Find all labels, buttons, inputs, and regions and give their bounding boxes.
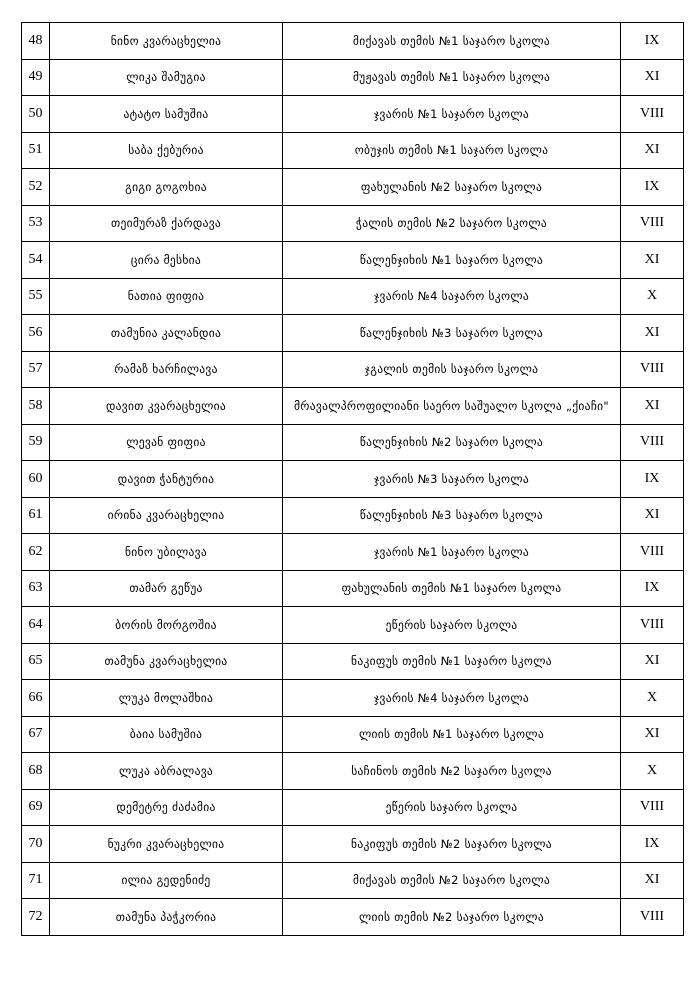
student-name: თამუნა პაჭკორია	[50, 899, 283, 936]
student-name: თამუნა კვარაცხელია	[50, 643, 283, 680]
grade-level: VIII	[621, 205, 684, 242]
grade-level: X	[621, 278, 684, 315]
school-name: ობუჯის თემის №1 საჯარო სკოლა	[283, 132, 621, 169]
row-number: 59	[22, 424, 50, 461]
student-name: დავით კვარაცხელია	[50, 388, 283, 425]
school-name: ეწერის საჯარო სკოლა	[283, 789, 621, 826]
row-number: 51	[22, 132, 50, 169]
school-name: ნაკიფუს თემის №1 საჯარო სკოლა	[283, 643, 621, 680]
school-name: ჯგალის თემის საჯარო სკოლა	[283, 351, 621, 388]
student-name: ცირა მესხია	[50, 242, 283, 279]
grade-level: IX	[621, 461, 684, 498]
grade-level: VIII	[621, 96, 684, 133]
school-name: წალენჯიხის №3 საჯარო სკოლა	[283, 497, 621, 534]
school-name: ეწერის საჯარო სკოლა	[283, 607, 621, 644]
table-row	[22, 789, 684, 826]
table-row	[22, 205, 684, 242]
row-number: 61	[22, 497, 50, 534]
student-name: ნინო უბილავა	[50, 534, 283, 571]
student-name: რამაზ ხარჩილავა	[50, 351, 283, 388]
row-number: 58	[22, 388, 50, 425]
table-row	[22, 132, 684, 169]
school-name: ჭალის თემის №2 საჯარო სკოლა	[283, 205, 621, 242]
grade-level: VIII	[621, 534, 684, 571]
row-number: 49	[22, 59, 50, 96]
row-number: 68	[22, 753, 50, 790]
school-name: ლიის თემის №2 საჯარო სკოლა	[283, 899, 621, 936]
student-name: ბორის მორგოშია	[50, 607, 283, 644]
table-row	[22, 461, 684, 498]
school-name: საჩინოს თემის №2 საჯარო სკოლა	[283, 753, 621, 790]
student-name: გიგი გოგოხია	[50, 169, 283, 206]
student-name: ნათია ფიფია	[50, 278, 283, 315]
table-row	[22, 753, 684, 790]
row-number: 66	[22, 680, 50, 717]
row-number: 54	[22, 242, 50, 279]
student-name: დავით ჭანტურია	[50, 461, 283, 498]
grade-level: IX	[621, 570, 684, 607]
grade-level: X	[621, 753, 684, 790]
grade-level: IX	[621, 23, 684, 60]
row-number: 69	[22, 789, 50, 826]
row-number: 48	[22, 23, 50, 60]
school-name: წალენჯიხის №1 საჯარო სკოლა	[283, 242, 621, 279]
table-row	[22, 899, 684, 936]
row-number: 64	[22, 607, 50, 644]
grade-level: XI	[621, 132, 684, 169]
table-row	[22, 862, 684, 899]
school-name: წალენჯიხის №3 საჯარო სკოლა	[283, 315, 621, 352]
table-row	[22, 169, 684, 206]
school-name: მიქავას თემის №1 საჯარო სკოლა	[283, 23, 621, 60]
table-row	[22, 59, 684, 96]
row-number: 52	[22, 169, 50, 206]
table-row	[22, 351, 684, 388]
student-name: საბა ქებურია	[50, 132, 283, 169]
student-name: დემეტრე ძაძამია	[50, 789, 283, 826]
school-name: მუჟავას თემის №1 საჯარო სკოლა	[283, 59, 621, 96]
table-row	[22, 716, 684, 753]
grade-level: XI	[621, 862, 684, 899]
row-number: 55	[22, 278, 50, 315]
student-name: ლევან ფიფია	[50, 424, 283, 461]
table-row	[22, 388, 684, 425]
row-number: 53	[22, 205, 50, 242]
table-row	[22, 96, 684, 133]
student-name: ბაია სამუშია	[50, 716, 283, 753]
table-row	[22, 570, 684, 607]
row-number: 56	[22, 315, 50, 352]
student-name: თამარ გეწუა	[50, 570, 283, 607]
school-name: ჯვარის №1 საჯარო სკოლა	[283, 534, 621, 571]
table-row	[22, 497, 684, 534]
school-name: წალენჯიხის №2 საჯარო სკოლა	[283, 424, 621, 461]
grade-level: XI	[621, 643, 684, 680]
table-row	[22, 826, 684, 863]
school-name: ჯვარის №4 საჯარო სკოლა	[283, 680, 621, 717]
table-row	[22, 643, 684, 680]
student-name: ლუკა აბრალავა	[50, 753, 283, 790]
row-number: 71	[22, 862, 50, 899]
row-number: 57	[22, 351, 50, 388]
row-number: 65	[22, 643, 50, 680]
student-roster-table	[21, 22, 684, 936]
school-name: მიქავას თემის №2 საჯარო სკოლა	[283, 862, 621, 899]
grade-level: XI	[621, 315, 684, 352]
grade-level: XI	[621, 388, 684, 425]
student-name: ატატო სამუშია	[50, 96, 283, 133]
student-name: ირინა კვარაცხელია	[50, 497, 283, 534]
grade-level: XI	[621, 242, 684, 279]
table-row	[22, 534, 684, 571]
roster-body	[22, 23, 684, 936]
table-row	[22, 680, 684, 717]
school-name: ლიის თემის №1 საჯარო სკოლა	[283, 716, 621, 753]
table-row	[22, 278, 684, 315]
grade-level: X	[621, 680, 684, 717]
table-row	[22, 23, 684, 60]
student-name: ილია გედენიძე	[50, 862, 283, 899]
grade-level: VIII	[621, 424, 684, 461]
grade-level: XI	[621, 716, 684, 753]
table-row	[22, 424, 684, 461]
school-name: ჯვარის №3 საჯარო სკოლა	[283, 461, 621, 498]
grade-level: XI	[621, 59, 684, 96]
row-number: 70	[22, 826, 50, 863]
table-row	[22, 607, 684, 644]
grade-level: VIII	[621, 789, 684, 826]
table-row	[22, 242, 684, 279]
grade-level: VIII	[621, 899, 684, 936]
grade-level: IX	[621, 826, 684, 863]
school-name: ჯვარის №4 საჯარო სკოლა	[283, 278, 621, 315]
student-name: ლუკა მოლაშხია	[50, 680, 283, 717]
student-name: ნუკრი კვარაცხელია	[50, 826, 283, 863]
row-number: 67	[22, 716, 50, 753]
school-name: ფახულანის №2 საჯარო სკოლა	[283, 169, 621, 206]
student-name: ლიკა შამუგია	[50, 59, 283, 96]
student-name: თამუნია კალანდია	[50, 315, 283, 352]
row-number: 63	[22, 570, 50, 607]
student-name: თეიმურაზ ქარდავა	[50, 205, 283, 242]
student-name: ნინო კვარაცხელია	[50, 23, 283, 60]
row-number: 72	[22, 899, 50, 936]
school-name: ჯვარის №1 საჯარო სკოლა	[283, 96, 621, 133]
school-name: ნაკიფუს თემის №2 საჯარო სკოლა	[283, 826, 621, 863]
grade-level: VIII	[621, 607, 684, 644]
grade-level: IX	[621, 169, 684, 206]
row-number: 62	[22, 534, 50, 571]
table-row	[22, 315, 684, 352]
grade-level: XI	[621, 497, 684, 534]
row-number: 60	[22, 461, 50, 498]
row-number: 50	[22, 96, 50, 133]
school-name: მრავალპროფილიანი საერო საშუალო სკოლა „ქიაჩი"	[283, 388, 621, 425]
school-name: ფახულანის თემის №1 საჯარო სკოლა	[283, 570, 621, 607]
grade-level: VIII	[621, 351, 684, 388]
